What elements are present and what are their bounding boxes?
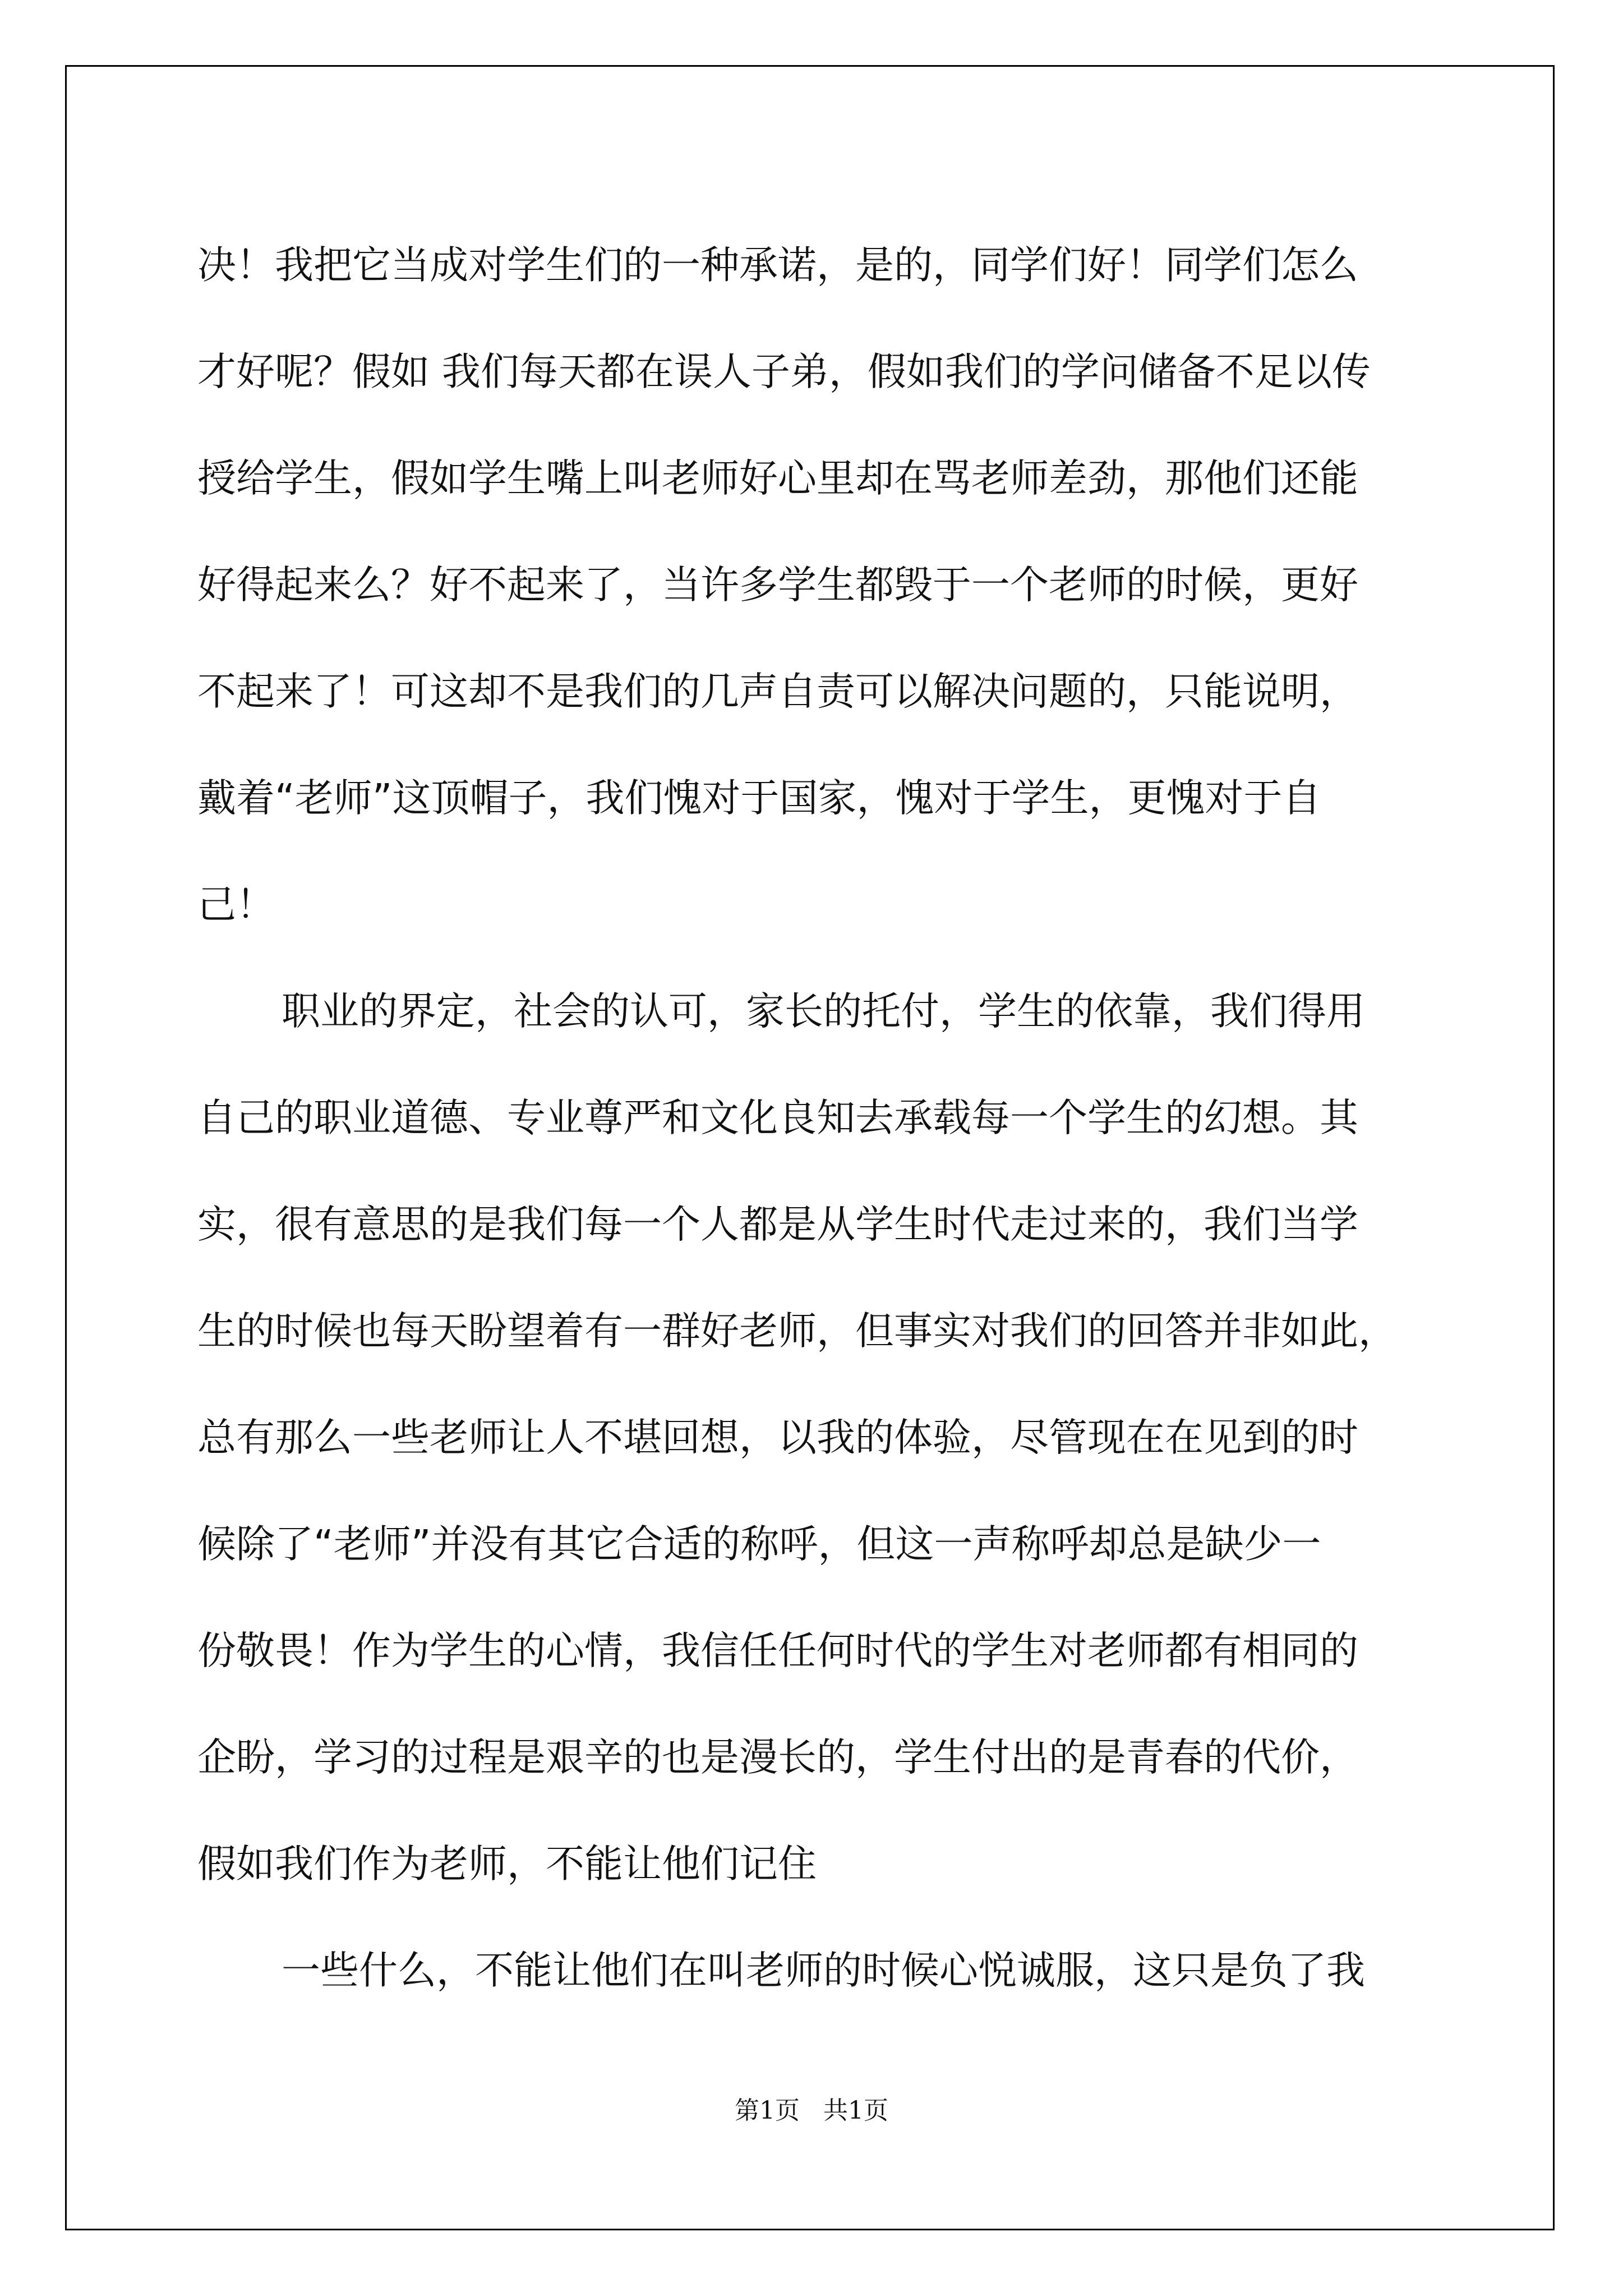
text-line: 决！我把它当成对学生们的一种承诺，是的，同学们好！同学们怎么 <box>197 243 1358 288</box>
text-line: 假如我们作为老师，不能让他们记住 <box>197 1842 817 1887</box>
text-line: 自己的职业道德、专业尊严和文化良知去承载每一个学生的幻想。其 <box>197 1096 1358 1140</box>
text-line: 总有那么一些老师让人不堪回想，以我的体验，尽管现在在见到的时 <box>197 1415 1358 1460</box>
text-line: 职业的界定，社会的认可，家长的托付，学生的依靠，我们得用 <box>282 989 1365 1034</box>
page-number-footer: 第1页 共1页 <box>735 2096 888 2125</box>
text-line: 己！ <box>197 882 275 927</box>
text-line: 候除了“老师”并没有其它合适的称呼，但这一声称呼却总是缺少一 <box>197 1522 1321 1567</box>
text-line: 生的时候也每天盼望着有一群好老师，但事实对我们的回答并非如此， <box>197 1309 1397 1354</box>
text-line: 实，很有意思的是我们每一个人都是从学生时代走过来的，我们当学 <box>197 1202 1358 1247</box>
text-line: 企盼，学习的过程是艰辛的也是漫长的，学生付出的是青春的代价， <box>197 1735 1358 1780</box>
text-line: 授给学生，假如学生嘴上叫老师好心里却在骂老师差劲，那他们还能 <box>197 456 1358 501</box>
text-line: 一些什么，不能让他们在叫老师的时候心悦诚服，这只是负了我 <box>282 1948 1365 1993</box>
text-line: 才好呢？假如 我们每天都在误人子弟，假如我们的学问储备不足以传 <box>197 349 1371 394</box>
text-line: 不起来了！可这却不是我们的几声自责可以解决问题的，只能说明， <box>197 669 1358 714</box>
document-body <box>197 212 1431 2024</box>
text-line: 好得起来么？好不起来了，当许多学生都毁于一个老师的时候，更好 <box>197 563 1358 608</box>
text-line: 戴着“老师”这顶帽子，我们愧对于国家，愧对于学生，更愧对于自 <box>197 776 1321 821</box>
text-line: 份敬畏！作为学生的心情，我信任任何时代的学生对老师都有相同的 <box>197 1628 1358 1673</box>
